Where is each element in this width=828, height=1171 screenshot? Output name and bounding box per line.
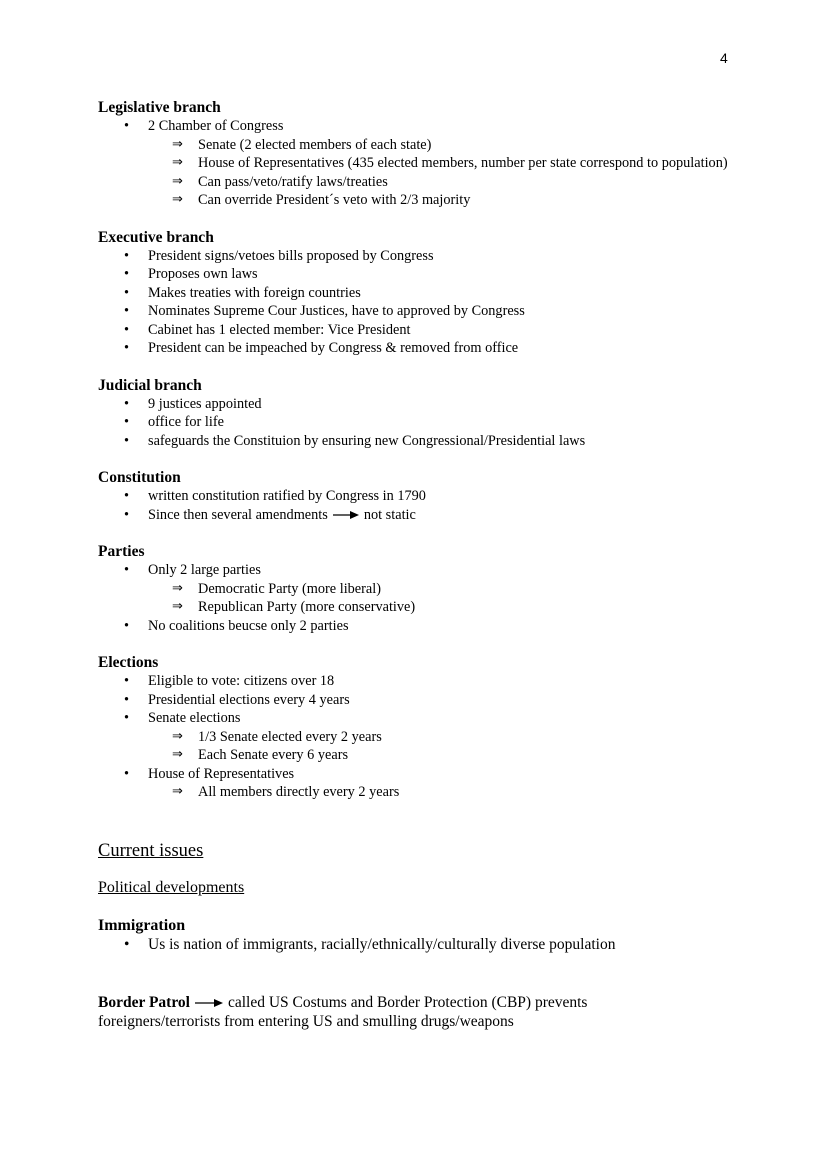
house-sublist	[98, 783, 738, 802]
legislative-heading: Legislative branch	[98, 99, 221, 116]
list-item-text: House of Representatives	[148, 765, 295, 782]
sub-list-item	[98, 173, 738, 192]
sub-list-item-text: Each Senate every 6 years	[198, 747, 349, 763]
executive-heading: Executive branch	[98, 228, 214, 246]
implies-arrow-icon: ⇒	[172, 784, 183, 799]
bullet-icon: •	[124, 247, 130, 264]
parties-sublist	[98, 580, 738, 617]
list-item-text: 9 justices appointed	[148, 395, 262, 412]
list-item-text: Proposes own laws	[148, 266, 258, 282]
bullet-icon: •	[124, 673, 130, 689]
bullet-icon: •	[124, 414, 130, 430]
sub-list-item	[98, 580, 738, 599]
sub-list-item-text: Can pass/veto/ratify laws/treaties	[198, 173, 388, 190]
sub-list-item-text: Senate (2 elected members of each state)	[198, 136, 432, 153]
list-item	[98, 487, 738, 506]
list-item-text: office for life	[148, 414, 224, 430]
list-item-text: 2 Chamber of Congress	[148, 118, 284, 134]
implies-arrow-icon: ⇒	[172, 173, 183, 189]
list-item	[98, 395, 738, 414]
bullet-icon: •	[124, 340, 130, 356]
implies-arrow-icon: ⇒	[172, 599, 183, 614]
sub-list-item	[98, 783, 738, 802]
list-item-text: Eligible to vote: citizens over 18	[148, 673, 335, 689]
implies-arrow-icon: ⇒	[172, 747, 183, 762]
list-item-text: Nominates Supreme Cour Justices, have to approved by Congress	[148, 303, 525, 319]
list-item-text: Only 2 large parties	[148, 562, 261, 578]
list-item	[98, 284, 738, 303]
sub-list-item	[98, 728, 738, 747]
judicial-heading: Judicial branch	[98, 376, 202, 394]
list-item	[98, 413, 738, 432]
list-item	[98, 691, 738, 710]
sub-list-item-text: All members directly every 2 years	[198, 784, 400, 800]
implies-arrow-icon: ⇒	[172, 192, 183, 207]
bullet-icon: •	[124, 710, 130, 726]
elections-list-continued	[98, 765, 738, 784]
border-patrol-text-line-1: called US Costums and Border Protection (CBP) prevents	[227, 993, 588, 1011]
senate-sublist	[98, 728, 738, 765]
bullet-icon: •	[124, 395, 130, 412]
page-number: 4	[720, 50, 728, 66]
sub-list-item	[98, 191, 738, 210]
parties-list	[98, 561, 738, 580]
list-item	[98, 672, 738, 691]
sub-list-item-text: Democratic Party (more liberal)	[198, 580, 381, 597]
list-item	[98, 265, 738, 284]
legislative-sublist	[98, 136, 738, 210]
list-item-text: Makes treaties with foreign countries	[148, 284, 361, 301]
bullet-icon: •	[124, 303, 130, 319]
implies-arrow-icon: ⇒	[172, 580, 183, 596]
bullet-icon: •	[124, 935, 130, 953]
border-patrol-paragraph	[98, 993, 738, 1031]
list-item	[98, 617, 738, 636]
list-item	[98, 765, 738, 784]
list-item-text: Presidential elections every 4 years	[148, 691, 350, 708]
bullet-icon: •	[124, 562, 130, 578]
border-patrol-text-line-2: foreigners/terrorists from entering US and smulling drugs/weapons	[98, 1012, 514, 1030]
list-item-text-continued: not static	[363, 506, 416, 523]
parties-heading: Parties	[98, 543, 145, 560]
sub-list-item-text: House of Representatives (435 elected members, number per state correspond to population)	[198, 155, 728, 171]
parties-list-continued	[98, 617, 738, 636]
list-item-text: safeguards the Constituion by ensuring new Congressional/Presidential laws	[148, 432, 586, 449]
constitution-heading: Constitution	[98, 469, 181, 486]
immigration-list	[98, 935, 738, 954]
bullet-icon: •	[124, 488, 130, 504]
political-developments-subtitle: Political developments	[98, 878, 245, 896]
list-item	[98, 561, 738, 580]
bullet-icon: •	[124, 284, 130, 301]
elections-heading: Elections	[98, 654, 159, 671]
sub-list-item	[98, 136, 738, 155]
executive-list	[98, 247, 738, 358]
sub-list-item-text: Republican Party (more conservative)	[198, 599, 416, 615]
list-item	[98, 247, 738, 266]
sub-list-item	[98, 746, 738, 765]
judicial-list	[98, 395, 738, 451]
list-item-text: Cabinet has 1 elected member: Vice President	[148, 321, 411, 338]
bullet-icon: •	[124, 321, 130, 338]
right-arrow-icon	[333, 510, 359, 520]
bullet-icon: •	[124, 617, 130, 634]
list-item	[98, 935, 738, 954]
bullet-icon: •	[124, 118, 130, 134]
list-item-text: President can be impeached by Congress & removed from office	[148, 340, 519, 356]
list-item	[98, 117, 738, 136]
document-body	[98, 98, 738, 1031]
list-item-text: No coalitions beucse only 2 parties	[148, 617, 349, 634]
list-item	[98, 321, 738, 340]
list-item	[98, 709, 738, 728]
sub-list-item	[98, 598, 738, 617]
right-arrow-icon	[195, 998, 223, 1008]
bullet-icon: •	[124, 691, 130, 708]
implies-arrow-icon: ⇒	[172, 155, 183, 170]
current-issues-title: Current issues	[98, 840, 204, 861]
list-item-text: President signs/vetoes bills proposed by Congress	[148, 247, 434, 264]
list-item-text: Senate elections	[148, 710, 241, 726]
immigration-heading: Immigration	[98, 916, 186, 934]
sub-list-item-text: 1/3 Senate elected every 2 years	[198, 728, 382, 745]
border-patrol-term: Border Patrol	[98, 993, 190, 1011]
list-item-text: Since then several amendments	[148, 506, 328, 523]
bullet-icon: •	[124, 765, 130, 782]
list-item	[98, 339, 738, 358]
implies-arrow-icon: ⇒	[172, 136, 183, 152]
sub-list-item	[98, 154, 738, 173]
legislative-list	[98, 117, 738, 136]
implies-arrow-icon: ⇒	[172, 728, 183, 744]
list-item	[98, 506, 738, 525]
sub-list-item-text: Can override President´s veto with 2/3 majority	[198, 192, 471, 208]
elections-list	[98, 672, 738, 728]
list-item-text: written constitution ratified by Congress in 1790	[148, 488, 426, 504]
list-item	[98, 302, 738, 321]
bullet-icon: •	[124, 266, 130, 282]
bullet-icon: •	[124, 432, 130, 449]
constitution-list	[98, 487, 738, 524]
bullet-icon: •	[124, 506, 130, 523]
list-item	[98, 432, 738, 451]
list-item-text: Us is nation of immigrants, racially/ethnically/culturally diverse population	[148, 935, 616, 953]
